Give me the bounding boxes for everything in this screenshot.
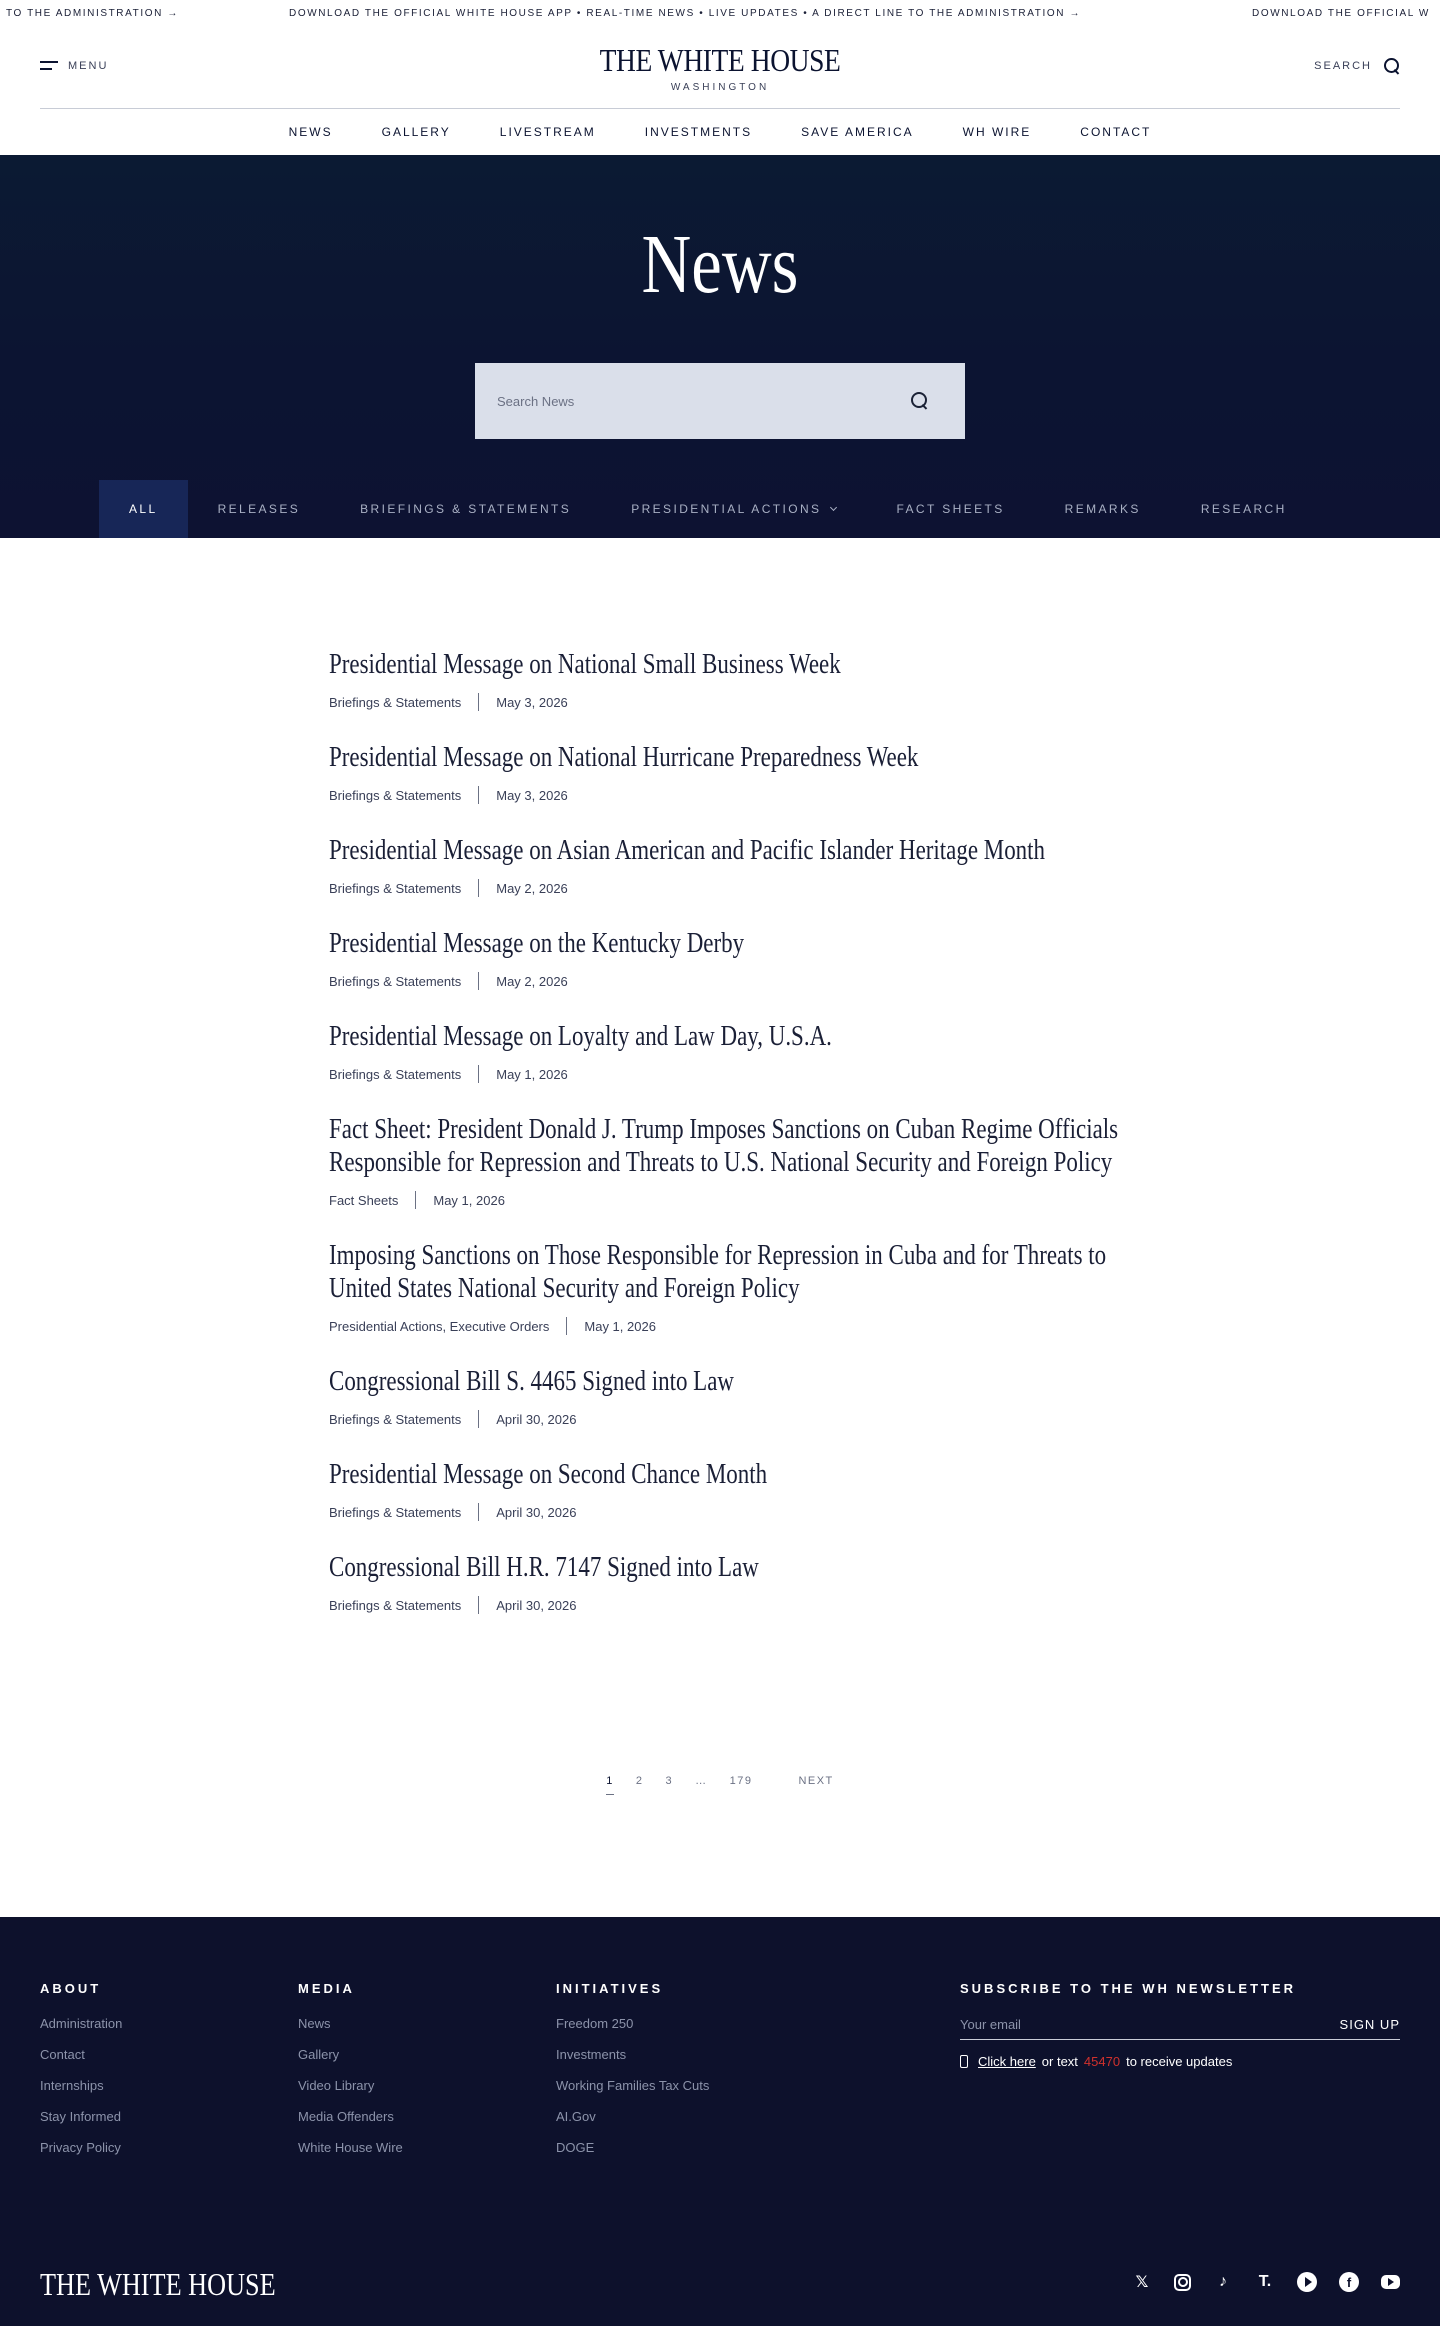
footer-link[interactable]: DOGE [556,2140,595,2155]
footer-link[interactable]: Video Library [298,2078,375,2093]
article-title-link[interactable]: Congressional Bill H.R. 7147 Signed into Law [329,1552,759,1583]
article-category[interactable]: Briefings & Statements [329,1597,462,1613]
footer-heading: ABOUT [40,1981,102,1996]
nav-save-america[interactable]: SAVE AMERICA [801,125,914,139]
sign-up-button[interactable]: SIGN UP [1339,2017,1400,2032]
footer-media-column [298,1981,403,2171]
list-item [329,1365,1119,1428]
meta-divider [415,1191,416,1209]
menu-button[interactable] [40,60,108,72]
email-field[interactable] [960,2017,1300,2032]
search-icon[interactable] [911,392,929,410]
next-page-link[interactable]: NEXT [798,1775,834,1787]
sms-text: to receive updates [1126,2054,1233,2069]
list-item [329,1020,1119,1083]
newsletter-signup [960,1981,1400,2069]
list-item [329,1113,1119,1209]
page-1-link[interactable]: 1 [606,1775,614,1787]
nav-news[interactable]: NEWS [288,125,333,139]
news-search-input[interactable] [475,394,895,409]
x-icon[interactable]: 𝕏 [1135,2274,1149,2291]
article-date: May 3, 2026 [496,787,568,803]
article-category[interactable]: Fact Sheets [329,1192,399,1208]
site-footer [0,1917,1440,2326]
newsletter-heading: SUBSCRIBE TO THE WH NEWSLETTER [960,1981,1297,1996]
nav-livestream[interactable]: LIVESTREAM [499,125,596,139]
footer-link[interactable]: Administration [40,2016,123,2031]
article-title-link[interactable]: Presidential Message on Second Chance Month [329,1459,768,1490]
article-date: May 1, 2026 [584,1318,656,1334]
article-date: April 30, 2026 [496,1411,577,1427]
news-hero [0,155,1440,538]
meta-divider [566,1317,567,1335]
article-title-link[interactable]: Presidential Message on Loyalty and Law Day, U.S.A. [329,1021,832,1052]
search-icon [1384,58,1400,74]
filter-fact-sheets[interactable]: FACT SHEETS [896,502,1005,516]
search-button[interactable] [1314,58,1400,74]
search-label: SEARCH [1314,60,1372,72]
footer-heading: MEDIA [298,1981,355,1996]
logo-title: THE WHITE HOUSE [599,42,841,78]
footer-link[interactable]: Stay Informed [40,2109,121,2124]
category-filters [99,480,1317,538]
meta-divider [478,1503,479,1521]
article-date: April 30, 2026 [496,1504,577,1520]
meta-divider [478,786,479,804]
news-search-box [475,363,965,439]
phone-icon [960,2055,968,2068]
article-list [329,648,1119,1644]
list-item [329,834,1119,897]
footer-link[interactable]: Freedom 250 [556,2016,634,2031]
nav-investments[interactable]: INVESTMENTS [644,125,753,139]
meta-divider [478,972,479,990]
announcement-ticker[interactable] [0,0,1440,28]
page-3-link[interactable]: 3 [665,1775,674,1787]
facebook-icon[interactable]: f [1339,2272,1359,2292]
meta-divider [478,1410,479,1428]
meta-divider [478,1065,479,1083]
sms-click-here-link[interactable]: Click here [978,2054,1036,2069]
footer-link[interactable]: Contact [40,2047,85,2062]
list-item [329,1239,1119,1335]
filter-research[interactable]: RESEARCH [1200,502,1287,516]
sms-signup [960,2054,1400,2069]
ticker-item[interactable]: DOWNLOAD THE OFFICIAL WHITE HOUSE APP • REAL-TIME NEWS • LIVE UPDATES • A DIRECT LINE TO THE ADMINISTRATION → [289,8,1082,19]
list-item [329,648,1119,711]
article-title-link[interactable]: Presidential Message on National Small Business Week [329,649,841,680]
footer-logo[interactable]: THE WHITE HOUSE [40,2266,276,2302]
site-logo[interactable] [520,40,920,93]
footer-link[interactable]: Working Families Tax Cuts [556,2078,710,2093]
footer-link[interactable]: Gallery [298,2047,340,2062]
article-category[interactable]: Briefings & Statements [329,1411,462,1427]
page-2-link[interactable]: 2 [635,1775,644,1787]
article-category[interactable]: Briefings & Statements [329,880,462,896]
list-item [329,1551,1119,1614]
social-links [1132,2272,1400,2292]
article-category[interactable]: Presidential Actions, Executive Orders [329,1318,550,1334]
nav-contact[interactable]: CONTACT [1080,125,1152,139]
tiktok-icon[interactable]: ♪ [1219,2273,1227,2290]
rumble-icon[interactable] [1297,2272,1317,2292]
filter-label: PRESIDENTIAL ACTIONS [631,502,822,516]
ticker-item[interactable]: TO THE ADMINISTRATION → [6,8,179,19]
article-title-link[interactable]: Fact Sheet: President Donald J. Trump Imposes Sanctions on Cuban Regime Officials Responsible for Repression and Threats to U.S. National Security and Foreign Policy [329,1114,1119,1178]
article-title-link[interactable]: Presidential Message on the Kentucky Derby [329,928,745,959]
hamburger-icon [40,61,58,71]
ticker-item[interactable]: DOWNLOAD THE OFFICIAL W [1252,8,1430,19]
article-date: April 30, 2026 [496,1597,577,1613]
page-title: News [641,218,799,311]
youtube-icon[interactable] [1381,2275,1400,2289]
article-category[interactable]: Briefings & Statements [329,1066,462,1082]
footer-heading: INITIATIVES [556,1981,664,1996]
filter-all[interactable]: ALL [99,480,188,538]
footer-link[interactable]: White House Wire [298,2140,403,2155]
chevron-down-icon [830,503,837,510]
footer-link[interactable]: News [298,2016,331,2031]
pagination [0,1775,1440,1787]
list-item [329,927,1119,990]
article-title-link[interactable]: Presidential Message on National Hurricane Preparedness Week [329,742,919,773]
logo-subtitle: WASHINGTON [670,82,770,93]
footer-link[interactable]: Investments [556,2047,627,2062]
footer-link[interactable]: Privacy Policy [40,2140,121,2155]
truth-social-icon[interactable]: T. [1258,2273,1272,2290]
nav-gallery[interactable]: GALLERY [381,125,451,139]
meta-divider [478,879,479,897]
article-category[interactable]: Briefings & Statements [329,694,462,710]
sms-text: or text [1041,2054,1078,2069]
article-title-link[interactable]: Congressional Bill S. 4465 Signed into Law [329,1366,734,1397]
main-nav [0,109,1440,155]
article-date: May 2, 2026 [496,973,568,989]
article-date: May 2, 2026 [496,880,568,896]
filter-releases[interactable]: RELEASES [217,502,301,516]
sms-code: 45470 [1083,2054,1121,2069]
article-title-link[interactable]: Imposing Sanctions on Those Responsible for Repression in Cuba and for Threats to United States National Security and Foreign Policy [329,1240,1107,1304]
footer-link[interactable]: AI.Gov [556,2109,596,2124]
footer-about-column [40,1981,122,2171]
article-date: May 1, 2026 [433,1192,505,1208]
article-title-link[interactable]: Presidential Message on Asian American and Pacific Islander Heritage Month [329,835,1046,866]
article-category[interactable]: Briefings & Statements [329,787,462,803]
instagram-icon[interactable] [1174,2274,1191,2291]
meta-divider [478,1596,479,1614]
filter-presidential-actions[interactable] [601,480,866,538]
pagination-ellipsis: … [695,1775,708,1787]
page-last-link[interactable]: 179 [729,1775,753,1787]
nav-wh-wire[interactable]: WH WIRE [962,125,1032,139]
footer-link[interactable]: Media Offenders [298,2109,394,2124]
filter-remarks[interactable]: REMARKS [1064,502,1141,516]
menu-label: MENU [68,60,109,72]
meta-divider [478,693,479,711]
list-item [329,741,1119,804]
list-item [329,1458,1119,1521]
article-date: May 3, 2026 [496,694,568,710]
article-category[interactable]: Briefings & Statements [329,1504,462,1520]
article-date: May 1, 2026 [496,1066,568,1082]
footer-initiatives-column [556,1981,709,2171]
newsletter-form [960,2016,1400,2040]
article-category[interactable]: Briefings & Statements [329,973,462,989]
filter-briefings-statements[interactable]: BRIEFINGS & STATEMENTS [360,502,572,516]
footer-link[interactable]: Internships [40,2078,104,2093]
